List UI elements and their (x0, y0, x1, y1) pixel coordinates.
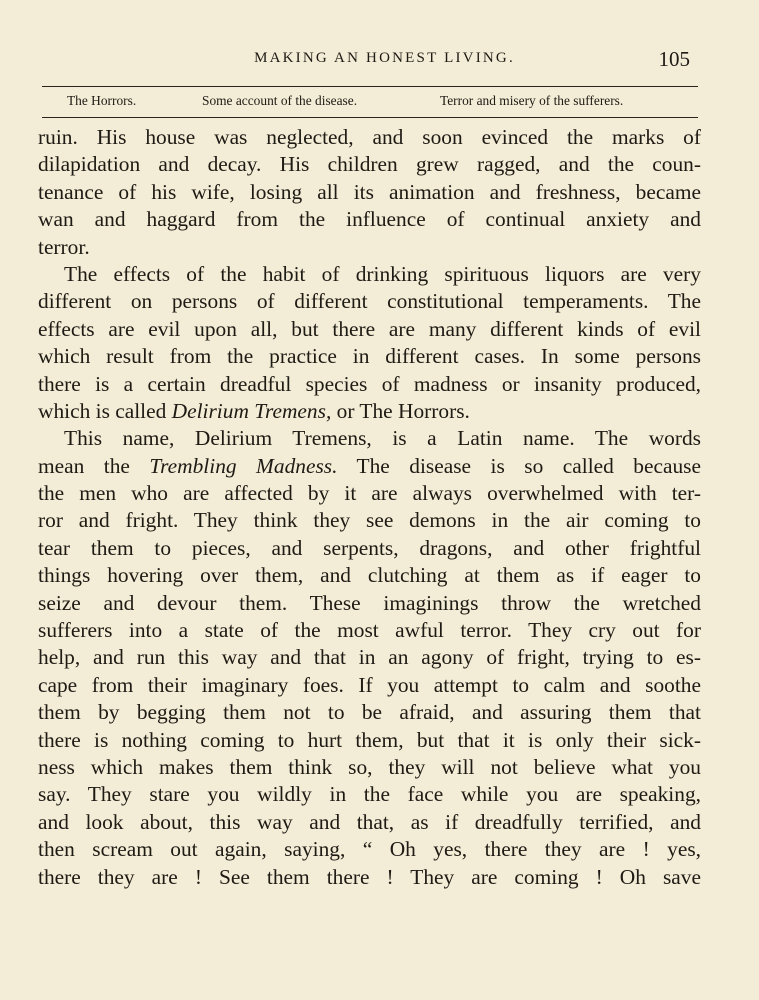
text-line (38, 535, 701, 562)
text-line (38, 179, 701, 206)
text-line (38, 425, 701, 452)
text-run: there is a certain dreadful species of madness or insanity produced, (38, 371, 701, 396)
text-run: ruin. His house was neglected, and soon evinced the marks of (38, 125, 701, 149)
topic-heading: The Horrors. (67, 93, 137, 108)
text-line (38, 699, 701, 726)
text-line (38, 507, 701, 534)
page-number: 105 (658, 47, 690, 71)
text-line (38, 590, 701, 617)
text-run: The disease is so called because (337, 453, 701, 478)
text-run: terror. (38, 234, 90, 259)
topic-heading: Some account of the disease. (202, 93, 358, 108)
text-run: sufferers into a state of the most awful terror. They cry out for (38, 618, 701, 643)
body-text (38, 124, 701, 891)
text-line (38, 864, 701, 891)
italic-term: Delirium Tremens, (171, 398, 332, 423)
text-line (38, 727, 701, 754)
header-rule-bottom (42, 117, 698, 118)
text-run: or The Horrors. (331, 398, 470, 423)
text-line (38, 453, 701, 480)
topic-heading: Terror and misery of the sufferers. (440, 93, 624, 108)
text-line (38, 617, 701, 644)
text-run: which is called (38, 398, 172, 423)
text-line (38, 672, 701, 699)
italic-term: Trembling Madness. (149, 453, 338, 478)
text-run: dilapidation and decay. His children grew ragged, and the coun- (38, 152, 701, 177)
text-run: there is nothing coming to hurt them, but that it is only their sick- (38, 727, 701, 752)
topic-headings (42, 93, 692, 111)
text-line (38, 398, 701, 425)
text-line (38, 562, 701, 589)
text-run: wan and haggard from the influence of continual anxiety and (38, 207, 701, 232)
text-line (38, 261, 701, 288)
text-line (38, 836, 701, 863)
text-line (38, 288, 701, 315)
text-run: then scream out again, saying, “ Oh yes, there they are ! yes, (38, 837, 701, 862)
text-run: things hovering over them, and clutching at them as if eager to (38, 563, 701, 588)
text-run: there they are ! See them there ! They are coming ! Oh save (38, 864, 701, 889)
running-title: MAKING AN HONEST LIVING. (254, 50, 515, 66)
text-run: and look about, this way and that, as if dreadfully terrified, and (38, 809, 701, 834)
text-run: the men who are affected by it are always overwhelmed with ter- (38, 481, 701, 506)
text-line (38, 124, 701, 151)
text-run: ness which makes them think so, they will not believe what you (38, 754, 701, 779)
text-run: which result from the practice in different cases. In some persons (38, 344, 701, 369)
text-run: mean the (38, 453, 150, 478)
text-run: them by begging them not to be afraid, and assuring them that (38, 700, 701, 725)
text-line (38, 809, 701, 836)
text-run: say. They stare you wildly in the face while you are speaking, (38, 782, 701, 807)
text-line (38, 316, 701, 343)
text-line (38, 781, 701, 808)
text-line (38, 754, 701, 781)
text-run: tear them to pieces, and serpents, dragons, and other frightful (38, 535, 701, 560)
text-run: ror and fright. They think they see demons in the air coming to (38, 508, 701, 533)
text-run: effects are evil upon all, but there are many different kinds of evil (38, 316, 701, 341)
text-line (38, 480, 701, 507)
text-line (38, 234, 701, 261)
text-run: help, and run this way and that in an agony of fright, trying to es- (38, 645, 701, 670)
header-rule-top (42, 86, 698, 87)
text-line (38, 371, 701, 398)
text-line (38, 151, 701, 178)
text-run: This name, Delirium Tremens, is a Latin name. The words (64, 426, 701, 451)
text-run: tenance of his wife, losing all its animation and freshness, became (38, 179, 701, 204)
text-line (38, 644, 701, 671)
text-line (38, 206, 701, 233)
text-run: seize and devour them. These imaginings throw the wretched (38, 590, 701, 615)
text-run: The effects of the habit of drinking spirituous liquors are very (64, 261, 701, 286)
text-line (38, 343, 701, 370)
text-run: cape from their imaginary foes. If you attempt to calm and soothe (38, 672, 701, 697)
running-head (0, 47, 759, 72)
text-run: different on persons of different constitutional temperaments. The (38, 289, 701, 314)
